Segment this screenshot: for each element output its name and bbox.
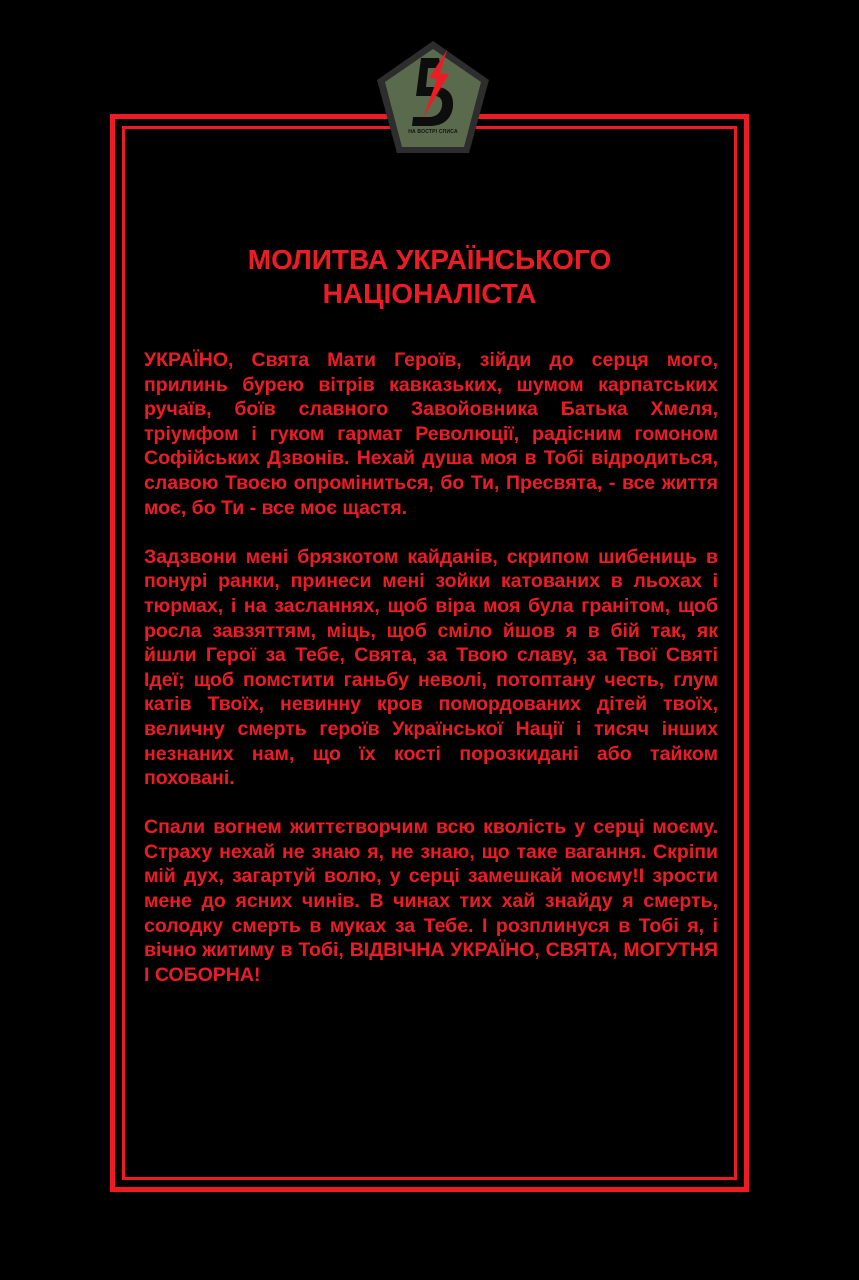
prayer-body bbox=[144, 348, 718, 987]
emblem-badge bbox=[373, 38, 493, 156]
paragraph-3: Спали вогнем життєтворчим всю кволість у серці моєму. Страху нехай не знаю я, не знаю, що таке вагання. Скріпи мій дух, загартуй волю, у серці замешкай моєму!І зрости мене до ясних чинів. В чинах тих хай знайду я смерть, солодку смерть в муках за Тебе. І розплинуся в Тобі я, і вічно житиму в Тобі, ВІДВІЧНА УКРАЇНО, СВЯТА, МОГУТНЯ І СОБОРНА! bbox=[144, 816, 718, 986]
paragraph-1: УКРАЇНО, Свята Мати Героїв, зійди до серця мого, прилинь бурею вітрів кавказьких, шумом карпатських ручаїв, боїв славного Завойовника Батька Хмеля, тріумфом і гуком гармат Революції, радісним гомоном Софійських Дзвонів. Нехай душа моя в Тобі відродиться, славою Твоєю опроміниться, бо Ти, Пресвята, - все життя моє, бо Ти - все моє щастя. bbox=[144, 349, 718, 519]
emblem-caption: НА ВОСТРІ СПИСА bbox=[408, 129, 458, 135]
emblem-pentagon bbox=[373, 38, 493, 156]
paragraph-2: Задзвони мені брязкотом кайданів, скрипом шибениць в понурі ранки, принеси мені зойки катованих в льохах і тюрмах, і на засланнях, щоб віра моя була гранітом, щоб росла завзяттям, міць, щоб сміло йшов я в бій так, як йшли Герої за Тебе, Свята, за Твою славу, за Твої Святі Ідеї; щоб помстити ганьбу неволі, потоптану честь, глум катів Твоїх, невинну кров помордованих дітей твоїх, величну смерть героїв Української Нації і тисяч інших незнаних нам, що їх кості порозкидані або тайком поховані. bbox=[144, 545, 718, 790]
document-title bbox=[140, 243, 719, 311]
title-line-2: НАЦІОНАЛІСТА bbox=[322, 278, 537, 309]
title-line-1: МОЛИТВА УКРАЇНСЬКОГО bbox=[247, 244, 612, 275]
